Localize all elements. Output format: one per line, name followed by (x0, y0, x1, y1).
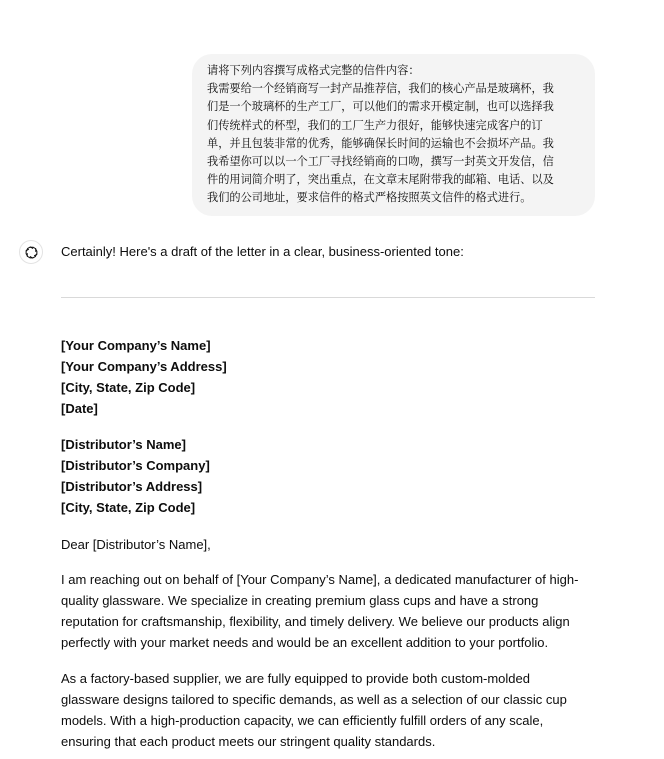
user-message-line: 我希望你可以以一个工厂寻找经销商的口吻，撰写一封英文开发信，信 (207, 155, 554, 169)
user-message-bubble (192, 54, 595, 216)
letter-paragraph-1 (61, 569, 578, 653)
user-message-line: 们传统样式的杯型，我们的工厂生产力很好，能够快速完成客户的订 (207, 118, 543, 132)
recipient-city-state-zip: [City, State, Zip Code] (61, 500, 196, 515)
recipient-address-block (61, 434, 210, 518)
chatgpt-logo-icon (19, 240, 43, 264)
user-message-line: 我需要给一个经销商写一封产品推荐信，我们的核心产品是玻璃杯，我 (207, 82, 554, 96)
user-message-line: 我们的公司地址，要求信件的格式严格按照英文信件的格式进行。 (207, 191, 532, 205)
paragraph-line: I am reaching out on behalf of [Your Company’s Name], a dedicated manufacturer of high- (61, 572, 579, 587)
paragraph-line: quality glassware. We specialize in creating premium glass cups and have a strong (61, 593, 539, 608)
letter-date: [Date] (61, 401, 98, 416)
paragraph-line: reputation for craftsmanship, flexibility, and timely delivery. We believe our products align (61, 614, 570, 629)
sender-city-state-zip: [City, State, Zip Code] (61, 380, 196, 395)
assistant-intro-text: Certainly! Here's a draft of the letter in a clear, business-oriented tone: (61, 244, 464, 259)
recipient-address: [Distributor’s Address] (61, 479, 203, 494)
letter-salutation: Dear [Distributor’s Name], (61, 537, 211, 552)
sender-company-address: [Your Company’s Address] (61, 359, 227, 374)
user-message-line: 件的用词简介明了，突出重点，在文章末尾附带我的邮箱、电话、以及 (207, 173, 554, 187)
recipient-company: [Distributor’s Company] (61, 458, 210, 473)
paragraph-line: perfectly with your market needs and would be an excellent addition to your portfolio. (61, 635, 549, 650)
divider (61, 297, 595, 298)
user-message-line: 们是一个玻璃杯的生产工厂，可以他们的需求开模定制，也可以选择我 (207, 100, 554, 114)
letter-paragraph-2 (61, 668, 567, 752)
user-message-line: 单，并且包装非常的优秀，能够确保长时间的运输也不会损坏产品。我 (207, 136, 554, 150)
sender-company-name: [Your Company’s Name] (61, 338, 211, 353)
user-message-line: 请将下列内容撰写成格式完整的信件内容： (207, 64, 420, 77)
sender-address-block (61, 335, 227, 419)
paragraph-line: As a factory-based supplier, we are fully equipped to provide both custom-molded (61, 671, 530, 686)
paragraph-line: models. With a high-production capacity, we can efficiently fulfill orders of any scale, (61, 713, 544, 728)
paragraph-line: glassware designs tailored to specific demands, as well as a selection of our classic cup (61, 692, 567, 707)
recipient-name: [Distributor’s Name] (61, 437, 186, 452)
paragraph-line: ensuring that each product meets our stringent quality standards. (61, 734, 436, 749)
